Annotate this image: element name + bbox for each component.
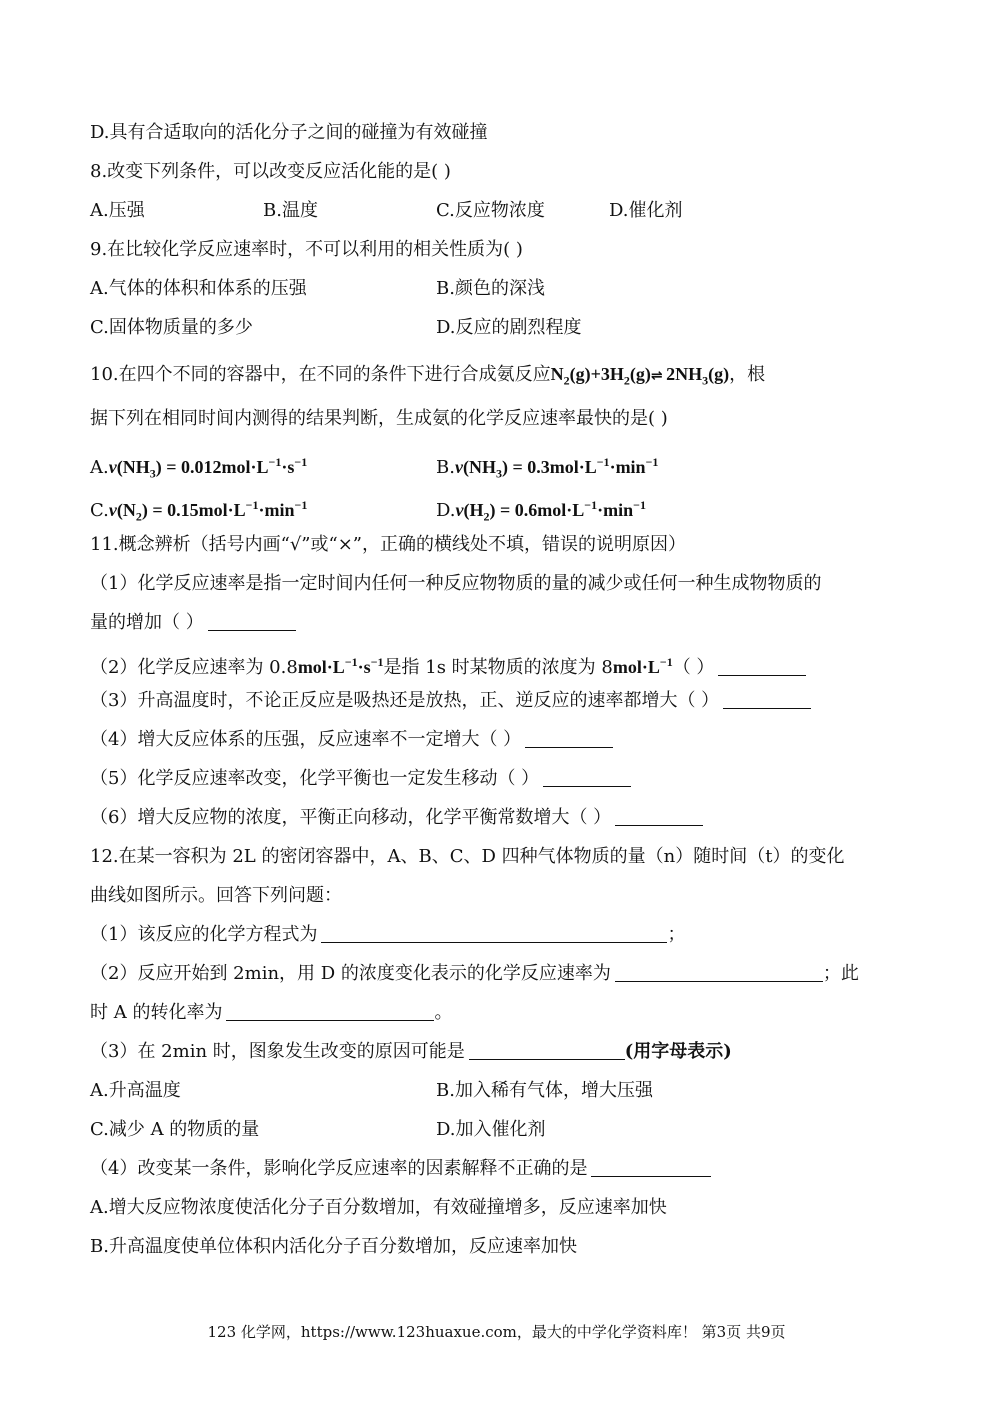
q11-item5 — [90, 767, 631, 791]
reversible-arrow-icon: ⇌ — [650, 368, 662, 384]
concentration-unit: $mol\cdot L^{-1}$ — [612, 655, 673, 677]
q11-item1-line2 — [90, 611, 296, 635]
q12-part1-end: ； — [667, 924, 686, 945]
q12-stem-line1: 12.在某一容积为 2L 的密闭容器中，A、B、C、D 四种气体物质的量（n）随时间（t）的变化 — [90, 846, 845, 867]
q11-item4-text: （4）增大反应体系的压强，反应速率不一定增大（ ） — [90, 729, 522, 750]
q10-option-c-formula: $v(N_2) = 0.15mol\cdot L^{-1}\cdot\min^{-1}$ — [108, 498, 308, 524]
rate-unit: $mol\cdot L^{-1}\cdot s^{-1}$ — [297, 655, 384, 677]
q10-option-b-formula: $v(NH_3) = 0.3mol\cdot L^{-1}\cdot\min^{-1}$ — [454, 455, 659, 481]
q11-item6 — [90, 806, 703, 830]
answer-blank[interactable] — [723, 690, 811, 709]
q12-part1-text: （1）该反应的化学方程式为 — [90, 924, 318, 945]
answer-blank[interactable] — [615, 807, 703, 826]
answer-blank[interactable] — [208, 612, 296, 631]
answer-blank[interactable] — [718, 657, 806, 676]
answer-blank[interactable] — [543, 768, 631, 787]
q11-item4 — [90, 728, 613, 752]
q10-option-a-formula: $v(NH_3) = 0.012mol\cdot L^{-1}\cdot s^{-1}$ — [108, 455, 308, 481]
q10-option-d-formula: $v(H_2) = 0.6mol\cdot L^{-1}\cdot\min^{-1}$ — [455, 498, 646, 524]
q12-part4 — [90, 1157, 711, 1181]
q8-stem: 8.改变下列条件，可以改变反应活化能的是( ) — [90, 161, 451, 182]
q12-stem-line2: 曲线如图所示。回答下列问题： — [90, 885, 342, 906]
q10-option-b — [436, 450, 658, 486]
q8-option-c: C.反应物浓度 — [436, 200, 545, 221]
q8-option-d: D.催化剂 — [609, 200, 683, 221]
q12-part3-option-b: B.加入稀有气体，增大压强 — [436, 1080, 653, 1101]
q12-part3-option-a: A.升高温度 — [90, 1080, 181, 1101]
q12-part2-line1 — [90, 962, 859, 986]
q10-stem-line2: 据下列在相同时间内测得的结果判断，生成氨的化学反应速率最快的是( ) — [90, 408, 668, 429]
q11-item1-text: 量的增加（ ） — [90, 612, 204, 633]
q12-part3-option-d: D.加入催化剂 — [436, 1119, 546, 1140]
answer-blank[interactable] — [525, 729, 613, 748]
q9-option-c: C.固体物质量的多少 — [90, 317, 253, 338]
q11-item1-line1: （1）化学反应速率是指一定时间内任何一种反应物物质的量的减少或任何一种生成物物质的 — [90, 573, 822, 594]
q12-part3-option-c: C.减少 A 的物质的量 — [90, 1119, 260, 1140]
q11-item3-text: （3）升高温度时，不论正反应是吸热还是放热，正、逆反应的速率都增大（ ） — [90, 690, 720, 711]
q12-part2-line2-text: 时 A 的转化率为 — [90, 1002, 223, 1023]
q10-option-d-label: D. — [436, 500, 456, 521]
q12-part1 — [90, 923, 685, 947]
q11-item2 — [90, 650, 806, 680]
q11-item2-text-mid: 是指 1s 时某物质的浓度为 8 — [383, 657, 613, 678]
answer-blank[interactable] — [226, 1002, 434, 1021]
q10-option-b-label: B. — [436, 457, 455, 478]
q12-part3-text: （3）在 2min 时，图象发生改变的原因可能是 — [90, 1041, 465, 1062]
q12-part4-text: （4）改变某一条件，影响化学反应速率的因素解释不正确的是 — [90, 1158, 588, 1179]
q11-item5-text: （5）化学反应速率改变，化学平衡也一定发生移动（ ） — [90, 768, 540, 789]
q10-stem-line1 — [90, 362, 765, 393]
q11-item2-text-end: （ ） — [672, 657, 715, 678]
q10-option-c — [90, 493, 307, 529]
q11-item3 — [90, 689, 811, 713]
q10-stem-tail: ，根 — [729, 364, 766, 385]
q12-part2-end: ；此 — [822, 963, 859, 984]
q10-stem-text: 10.在四个不同的容器中，在不同的条件下进行合成氨反应 — [90, 364, 551, 385]
answer-blank[interactable] — [591, 1158, 711, 1177]
q12-part2-line2-end: 。 — [434, 1002, 453, 1023]
q10-option-a-label: A. — [90, 457, 109, 478]
q8-option-b: B.温度 — [263, 200, 318, 221]
answer-blank[interactable] — [321, 924, 667, 943]
q12-part2-text: （2）反应开始到 2min，用 D 的浓度变化表示的化学反应速率为 — [90, 963, 611, 984]
q12-part4-option-b: B.升高温度使单位体积内活化分子百分数增加，反应速率加快 — [90, 1236, 577, 1257]
q7-option-d: D.具有合适取向的活化分子之间的碰撞为有效碰撞 — [90, 122, 488, 143]
q9-option-a: A.气体的体积和体系的压强 — [90, 278, 307, 299]
ammonia-equation: $N_2(g)+3H_2(g)\rightleftharpoons$ $2NH_3(g)$ — [550, 364, 730, 388]
q11-stem: 11.概念辨析（括号内画“√”或“×”，正确的横线处不填，错误的说明原因） — [90, 534, 686, 555]
q8-option-a: A.压强 — [90, 200, 145, 221]
q11-item2-text: （2）化学反应速率为 0.8 — [90, 657, 298, 678]
q12-part4-option-a: A.增大反应物浓度使活化分子百分数增加，有效碰撞增多，反应速率加快 — [90, 1197, 667, 1218]
q12-part3-end: (用字母表示) — [624, 1041, 732, 1062]
q10-option-d — [436, 493, 646, 529]
q10-option-c-label: C. — [90, 500, 109, 521]
q12-part3 — [90, 1040, 732, 1064]
answer-blank[interactable] — [469, 1041, 625, 1060]
q9-option-b: B.颜色的深浅 — [436, 278, 545, 299]
q11-item6-text: （6）增大反应物的浓度，平衡正向移动，化学平衡常数增大（ ） — [90, 807, 612, 828]
q9-stem: 9.在比较化学反应速率时，不可以利用的相关性质为( ) — [90, 239, 523, 260]
answer-blank[interactable] — [615, 963, 823, 982]
q12-part2-line2 — [90, 1001, 452, 1025]
q9-option-d: D.反应的剧烈程度 — [436, 317, 582, 338]
page-footer: 123 化学网，https://www.123huaxue.com，最大的中学化学资料库！ 第3页 共9页 — [207, 1323, 786, 1341]
q10-option-a — [90, 450, 307, 486]
